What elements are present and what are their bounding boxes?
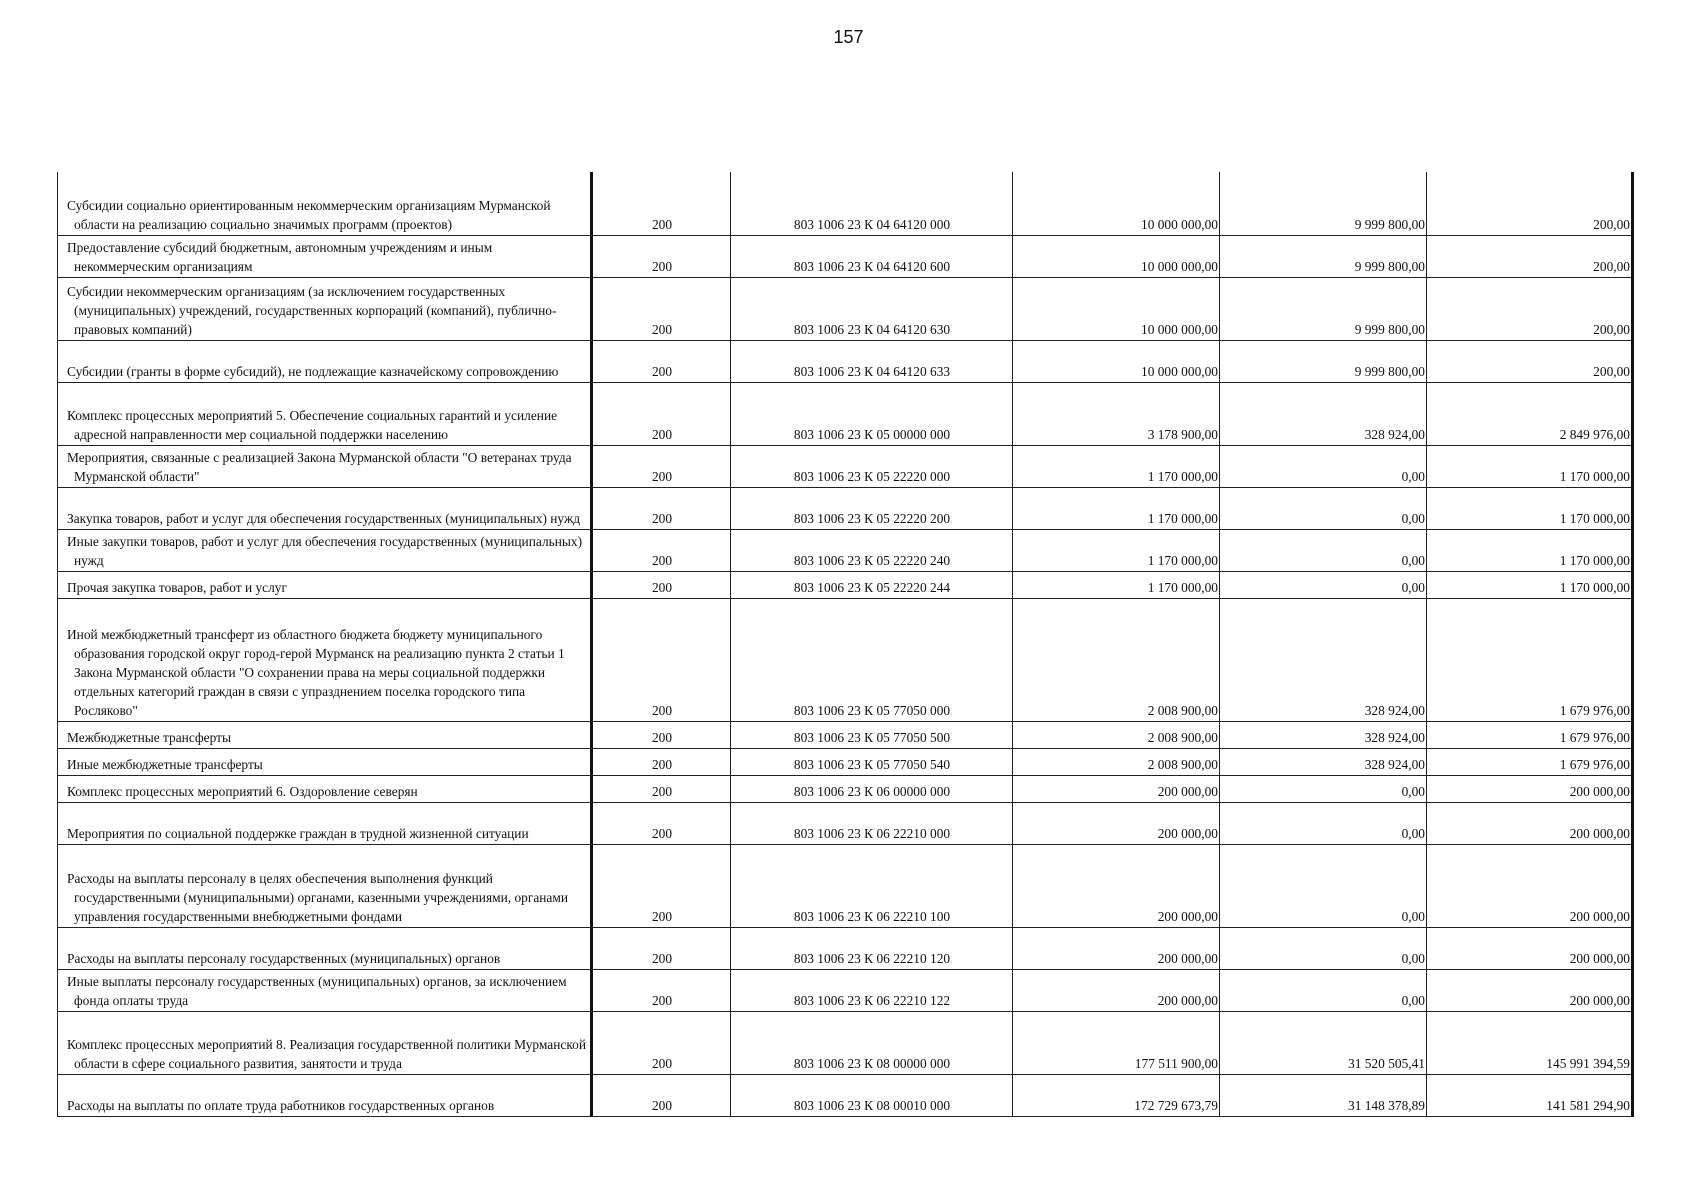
table-row	[58, 598, 1633, 721]
row-plan-amount: 200 000,00	[1013, 927, 1220, 969]
row-name: Мероприятия, связанные с реализацией Закона Мурманской области "О ветеранах труда Мурманской области"	[58, 445, 592, 487]
row-remaining-amount: 1 170 000,00	[1427, 487, 1633, 529]
row-executed-amount: 0,00	[1220, 445, 1427, 487]
row-name: Расходы на выплаты персоналу государственных (муниципальных) органов	[58, 927, 592, 969]
row-executed-amount: 0,00	[1220, 487, 1427, 529]
row-budget-code: 803 1006 23 К 08 00010 000	[731, 1074, 1013, 1116]
row-remaining-amount: 2 849 976,00	[1427, 382, 1633, 445]
row-name: Расходы на выплаты персоналу в целях обеспечения выполнения функций государственными (муниципальными) органами, казенными учреждениями, органами управления государственными внебюджетными фондами	[58, 844, 592, 927]
row-admin-code: 200	[592, 340, 731, 382]
table-row	[58, 927, 1633, 969]
row-plan-amount: 200 000,00	[1013, 969, 1220, 1011]
row-name: Прочая закупка товаров, работ и услуг	[58, 571, 592, 598]
row-budget-code: 803 1006 23 К 06 22210 100	[731, 844, 1013, 927]
row-remaining-amount: 200 000,00	[1427, 927, 1633, 969]
row-remaining-amount: 1 170 000,00	[1427, 529, 1633, 571]
row-admin-code: 200	[592, 172, 731, 235]
row-plan-amount: 10 000 000,00	[1013, 172, 1220, 235]
table-row	[58, 802, 1633, 844]
row-name: Мероприятия по социальной поддержке граждан в трудной жизненной ситуации	[58, 802, 592, 844]
row-admin-code: 200	[592, 802, 731, 844]
row-budget-code: 803 1006 23 К 04 64120 630	[731, 277, 1013, 340]
row-remaining-amount: 1 679 976,00	[1427, 721, 1633, 748]
row-executed-amount: 0,00	[1220, 775, 1427, 802]
row-plan-amount: 1 170 000,00	[1013, 571, 1220, 598]
row-name: Расходы на выплаты по оплате труда работников государственных органов	[58, 1074, 592, 1116]
row-remaining-amount: 1 170 000,00	[1427, 571, 1633, 598]
row-executed-amount: 0,00	[1220, 802, 1427, 844]
row-name: Закупка товаров, работ и услуг для обеспечения государственных (муниципальных) нужд	[58, 487, 592, 529]
row-admin-code: 200	[592, 927, 731, 969]
row-admin-code: 200	[592, 382, 731, 445]
table-row	[58, 529, 1633, 571]
row-plan-amount: 2 008 900,00	[1013, 721, 1220, 748]
row-remaining-amount: 141 581 294,90	[1427, 1074, 1633, 1116]
row-name: Субсидии социально ориентированным некоммерческим организациям Мурманской области на реализацию социально значимых программ (проектов)	[58, 172, 592, 235]
row-name: Комплекс процессных мероприятий 6. Оздоровление северян	[58, 775, 592, 802]
row-executed-amount: 0,00	[1220, 969, 1427, 1011]
table-row	[58, 172, 1633, 235]
row-plan-amount: 1 170 000,00	[1013, 529, 1220, 571]
row-admin-code: 200	[592, 235, 731, 277]
row-remaining-amount: 200,00	[1427, 235, 1633, 277]
table-row	[58, 844, 1633, 927]
row-admin-code: 200	[592, 748, 731, 775]
row-executed-amount: 9 999 800,00	[1220, 172, 1427, 235]
table-row	[58, 571, 1633, 598]
row-plan-amount: 2 008 900,00	[1013, 598, 1220, 721]
table-row	[58, 340, 1633, 382]
row-name: Иные закупки товаров, работ и услуг для обеспечения государственных (муниципальных) нужд	[58, 529, 592, 571]
row-admin-code: 200	[592, 571, 731, 598]
row-budget-code: 803 1006 23 К 04 64120 000	[731, 172, 1013, 235]
row-budget-code: 803 1006 23 К 08 00000 000	[731, 1011, 1013, 1074]
row-plan-amount: 1 170 000,00	[1013, 487, 1220, 529]
row-admin-code: 200	[592, 445, 731, 487]
row-executed-amount: 31 520 505,41	[1220, 1011, 1427, 1074]
row-budget-code: 803 1006 23 К 05 00000 000	[731, 382, 1013, 445]
row-remaining-amount: 145 991 394,59	[1427, 1011, 1633, 1074]
table-row	[58, 1074, 1633, 1116]
row-executed-amount: 31 148 378,89	[1220, 1074, 1427, 1116]
row-remaining-amount: 200 000,00	[1427, 969, 1633, 1011]
row-remaining-amount: 200 000,00	[1427, 802, 1633, 844]
row-name: Иные выплаты персоналу государственных (муниципальных) органов, за исключением фонда оплаты труда	[58, 969, 592, 1011]
row-admin-code: 200	[592, 277, 731, 340]
table-row	[58, 969, 1633, 1011]
row-executed-amount: 328 924,00	[1220, 382, 1427, 445]
row-executed-amount: 0,00	[1220, 571, 1427, 598]
row-admin-code: 200	[592, 1074, 731, 1116]
table-row	[58, 487, 1633, 529]
row-admin-code: 200	[592, 529, 731, 571]
row-plan-amount: 3 178 900,00	[1013, 382, 1220, 445]
row-budget-code: 803 1006 23 К 06 00000 000	[731, 775, 1013, 802]
row-plan-amount: 1 170 000,00	[1013, 445, 1220, 487]
row-budget-code: 803 1006 23 К 05 77050 500	[731, 721, 1013, 748]
budget-table	[57, 172, 1634, 1117]
row-executed-amount: 9 999 800,00	[1220, 277, 1427, 340]
table-row	[58, 748, 1633, 775]
row-plan-amount: 177 511 900,00	[1013, 1011, 1220, 1074]
row-plan-amount: 200 000,00	[1013, 775, 1220, 802]
row-name: Субсидии некоммерческим организациям (за исключением государственных (муниципальных) учреждений, государственных корпораций (компаний), публично-правовых компаний)	[58, 277, 592, 340]
row-budget-code: 803 1006 23 К 05 77050 000	[731, 598, 1013, 721]
row-admin-code: 200	[592, 721, 731, 748]
row-name: Иные межбюджетные трансферты	[58, 748, 592, 775]
page-number: 157	[833, 27, 864, 47]
row-remaining-amount: 200,00	[1427, 172, 1633, 235]
row-plan-amount: 10 000 000,00	[1013, 235, 1220, 277]
table-row	[58, 235, 1633, 277]
row-plan-amount: 200 000,00	[1013, 844, 1220, 927]
row-admin-code: 200	[592, 487, 731, 529]
row-remaining-amount: 1 170 000,00	[1427, 445, 1633, 487]
table-row	[58, 277, 1633, 340]
table-row	[58, 445, 1633, 487]
row-executed-amount: 9 999 800,00	[1220, 340, 1427, 382]
row-budget-code: 803 1006 23 К 06 22210 000	[731, 802, 1013, 844]
row-remaining-amount: 1 679 976,00	[1427, 598, 1633, 721]
row-plan-amount: 2 008 900,00	[1013, 748, 1220, 775]
row-budget-code: 803 1006 23 К 04 64120 600	[731, 235, 1013, 277]
row-budget-code: 803 1006 23 К 05 22220 240	[731, 529, 1013, 571]
row-remaining-amount: 200,00	[1427, 277, 1633, 340]
row-executed-amount: 328 924,00	[1220, 721, 1427, 748]
row-plan-amount: 10 000 000,00	[1013, 277, 1220, 340]
row-admin-code: 200	[592, 969, 731, 1011]
row-plan-amount: 172 729 673,79	[1013, 1074, 1220, 1116]
row-executed-amount: 328 924,00	[1220, 598, 1427, 721]
row-remaining-amount: 1 679 976,00	[1427, 748, 1633, 775]
table-row	[58, 775, 1633, 802]
row-admin-code: 200	[592, 844, 731, 927]
row-plan-amount: 200 000,00	[1013, 802, 1220, 844]
row-executed-amount: 328 924,00	[1220, 748, 1427, 775]
row-budget-code: 803 1006 23 К 06 22210 122	[731, 969, 1013, 1011]
row-executed-amount: 0,00	[1220, 844, 1427, 927]
row-name: Комплекс процессных мероприятий 8. Реализация государственной политики Мурманской области в сфере социального развития, занятости и труда	[58, 1011, 592, 1074]
row-name: Межбюджетные трансферты	[58, 721, 592, 748]
row-budget-code: 803 1006 23 К 05 22220 244	[731, 571, 1013, 598]
row-budget-code: 803 1006 23 К 05 22220 000	[731, 445, 1013, 487]
table-row	[58, 382, 1633, 445]
row-budget-code: 803 1006 23 К 04 64120 633	[731, 340, 1013, 382]
row-plan-amount: 10 000 000,00	[1013, 340, 1220, 382]
row-remaining-amount: 200 000,00	[1427, 844, 1633, 927]
row-admin-code: 200	[592, 598, 731, 721]
row-budget-code: 803 1006 23 К 05 77050 540	[731, 748, 1013, 775]
row-budget-code: 803 1006 23 К 06 22210 120	[731, 927, 1013, 969]
row-admin-code: 200	[592, 775, 731, 802]
row-remaining-amount: 200,00	[1427, 340, 1633, 382]
row-admin-code: 200	[592, 1011, 731, 1074]
row-name: Субсидии (гранты в форме субсидий), не подлежащие казначейскому сопровождению	[58, 340, 592, 382]
table-row	[58, 721, 1633, 748]
row-budget-code: 803 1006 23 К 05 22220 200	[731, 487, 1013, 529]
row-executed-amount: 0,00	[1220, 927, 1427, 969]
table-row	[58, 1011, 1633, 1074]
row-executed-amount: 0,00	[1220, 529, 1427, 571]
row-name: Предоставление субсидий бюджетным, автономным учреждениям и иным некоммерческим организациям	[58, 235, 592, 277]
row-name: Иной межбюджетный трансферт из областного бюджета бюджету муниципального образования городской округ город-герой Мурманск на реализацию пункта 2 статьи 1 Закона Мурманской области "О сохранении права на меры социальной поддержки отдельных категорий граждан в связи с упразднением поселка городского типа Росляково"	[58, 598, 592, 721]
row-remaining-amount: 200 000,00	[1427, 775, 1633, 802]
row-name: Комплекс процессных мероприятий 5. Обеспечение социальных гарантий и усиление адресной направленности мер социальной поддержки населению	[58, 382, 592, 445]
row-executed-amount: 9 999 800,00	[1220, 235, 1427, 277]
